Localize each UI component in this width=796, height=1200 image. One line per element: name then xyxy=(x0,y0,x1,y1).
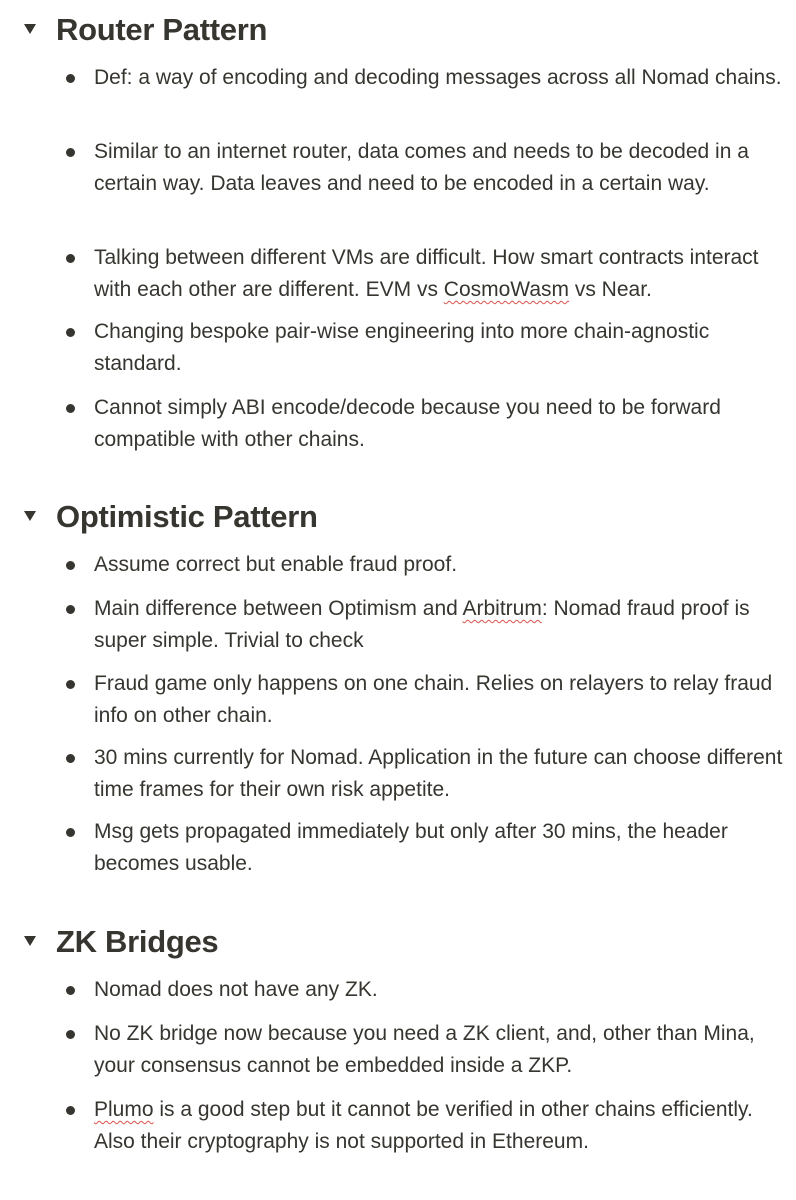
toggle-header[interactable] xyxy=(0,497,796,537)
bullet-dot-icon xyxy=(66,148,75,157)
spellcheck-flag: CosmoWasm xyxy=(443,278,570,301)
bullet-dot-icon xyxy=(66,680,75,689)
section-title: Router Pattern xyxy=(56,12,268,47)
toggle-section-router-pattern xyxy=(0,10,796,451)
bullet-dot-icon xyxy=(66,986,75,995)
list-item-text: Talking between different VMs are difficult. How smart contracts interact with each other are different. EVM vs CosmoWasm vs Near. xyxy=(94,246,759,301)
bullet-dot-icon xyxy=(66,74,75,83)
bullet-dot-icon xyxy=(66,561,75,570)
list-item-text: Msg gets propagated immediately but only after 30 mins, the header becomes usable. xyxy=(94,820,728,875)
bullet-dot-icon xyxy=(66,404,75,413)
list-item-text: No ZK bridge now because you need a ZK client, and, other than Mina, your consensus cannot be embedded inside a ZKP. xyxy=(94,1022,755,1077)
toggle-section-optimistic-pattern xyxy=(0,497,796,875)
bullet-dot-icon xyxy=(66,1106,75,1115)
bullet-dot-icon xyxy=(66,254,75,263)
list-item-text: Def: a way of encoding and decoding messages across all Nomad chains. xyxy=(94,66,782,89)
triangle-down-icon[interactable] xyxy=(24,936,36,946)
list-item-text: Similar to an internet router, data comes and needs to be decoded in a certain way. Data leaves and need to be encoded in a certain way. xyxy=(94,140,749,195)
bullet-dot-icon xyxy=(66,605,75,614)
bullet-dot-icon xyxy=(66,328,75,337)
spellcheck-flag: Arbitrum xyxy=(462,597,542,620)
list-item-text: Fraud game only happens on one chain. Relies on relayers to relay fraud info on other chain. xyxy=(94,672,773,727)
bullet-dot-icon xyxy=(66,828,75,837)
list-item-text: Plumo is a good step but it cannot be verified in other chains efficiently. Also their cryptography is not supported in Ethereum. xyxy=(94,1098,753,1153)
section-title: ZK Bridges xyxy=(56,924,219,959)
list-item-text: Nomad does not have any ZK. xyxy=(94,978,378,1001)
list-item-text: Changing bespoke pair-wise engineering into more chain-agnostic standard. xyxy=(94,320,710,375)
toggle-header[interactable] xyxy=(0,10,796,50)
list-item-text: Cannot simply ABI encode/decode because you need to be forward compatible with other chains. xyxy=(94,396,721,451)
list-item-text: 30 mins currently for Nomad. Application in the future can choose different time frames for their own risk appetite. xyxy=(94,746,783,801)
bullet-dot-icon xyxy=(66,754,75,763)
list-item-text: Main difference between Optimism and Arbitrum: Nomad fraud proof is super simple. Trivial to check xyxy=(94,597,750,652)
toggle-header[interactable] xyxy=(0,922,796,962)
triangle-down-icon[interactable] xyxy=(24,511,36,521)
triangle-down-icon[interactable] xyxy=(24,24,36,34)
list-item-text: Assume correct but enable fraud proof. xyxy=(94,553,458,576)
toggle-section-zk-bridges xyxy=(0,922,796,1153)
bullet-dot-icon xyxy=(66,1030,75,1039)
section-title: Optimistic Pattern xyxy=(56,499,318,534)
spellcheck-flag: Plumo xyxy=(94,1098,154,1121)
